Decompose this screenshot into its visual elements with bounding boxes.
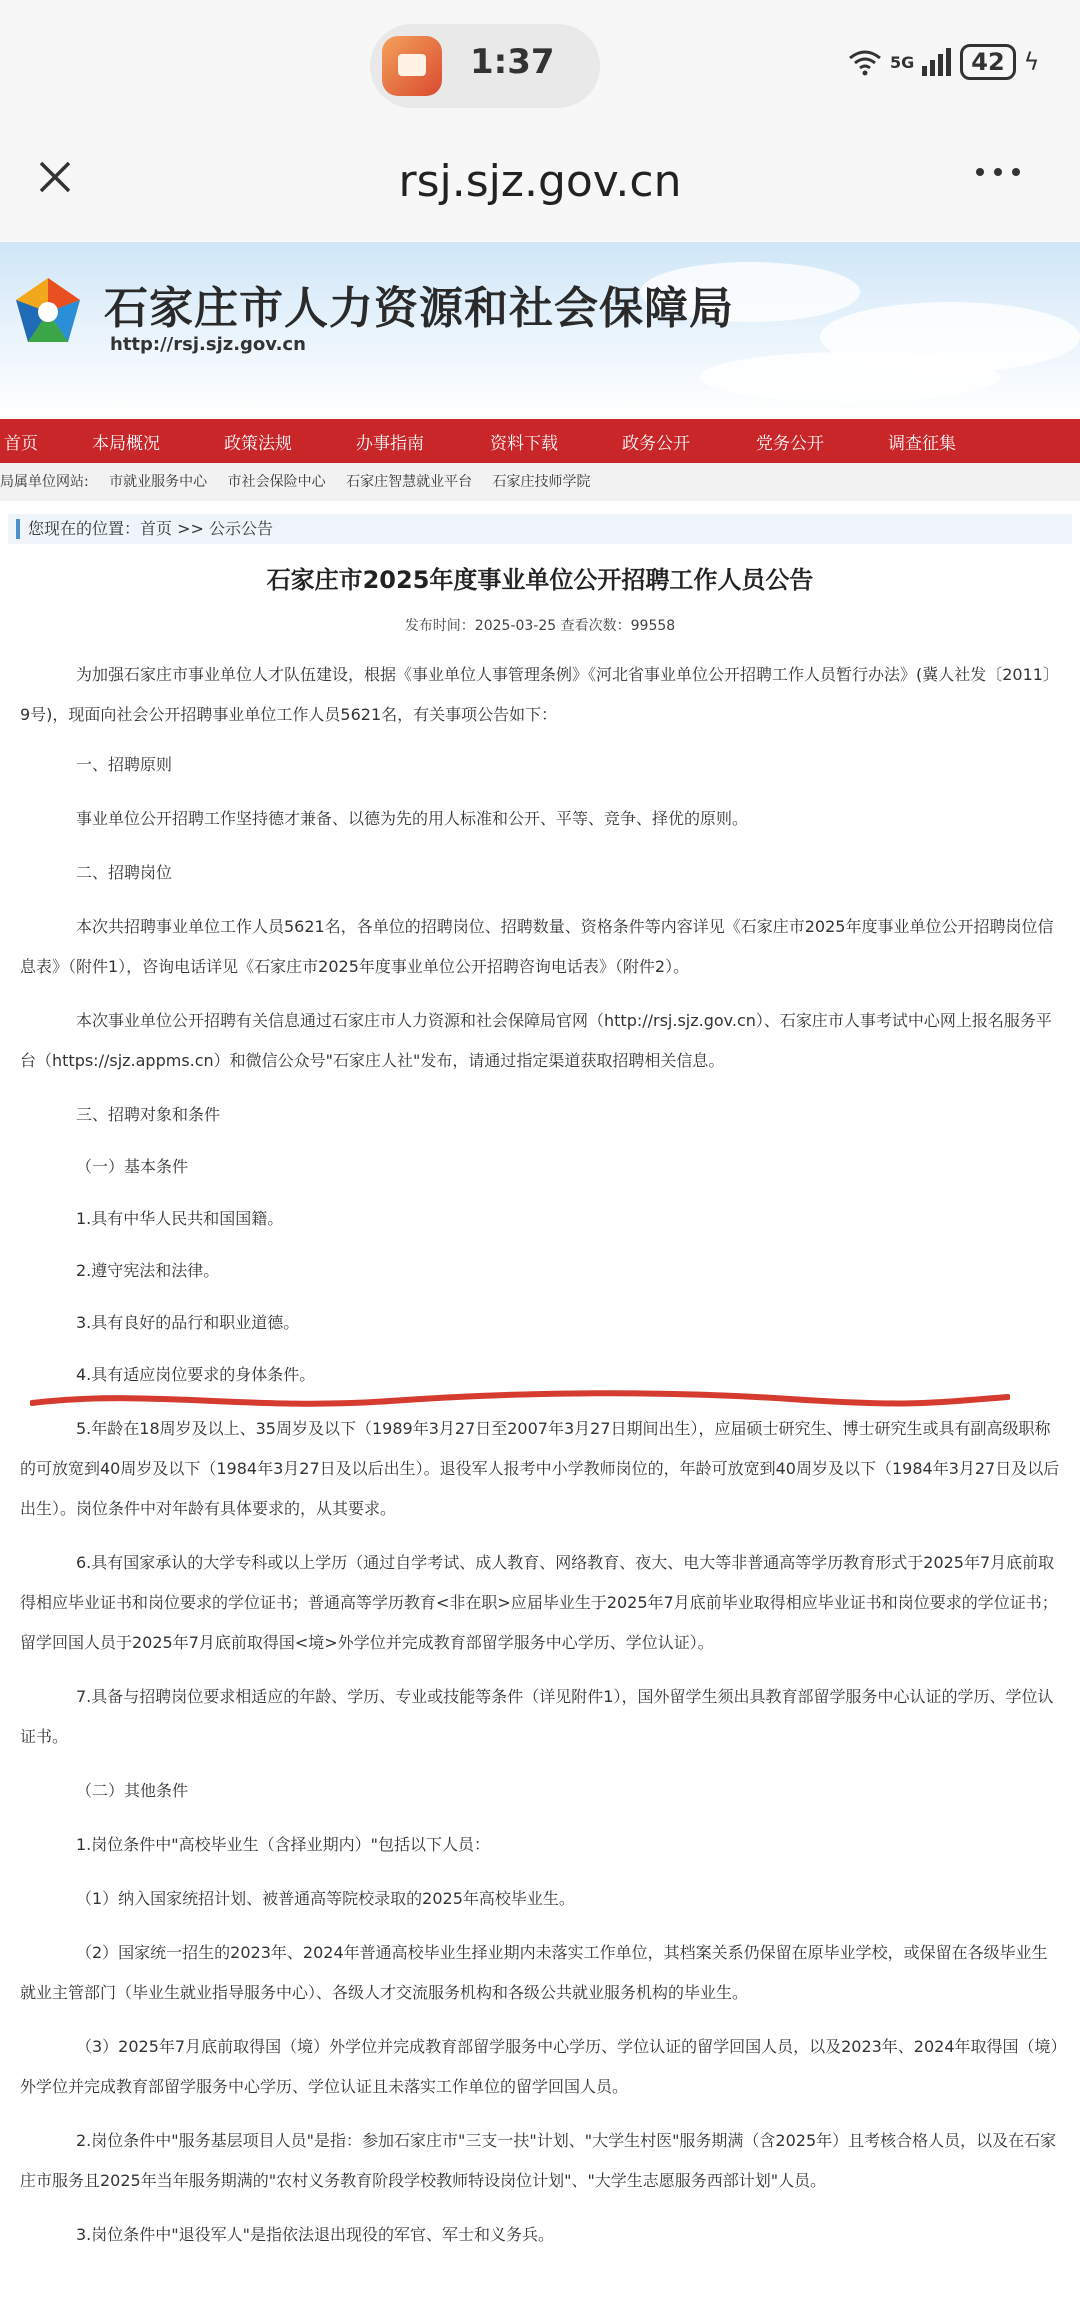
app-icon[interactable]: [382, 36, 442, 96]
link-employment-center[interactable]: 市就业服务中心: [109, 474, 208, 490]
list-item: 7.具备与招聘岗位要求相适应的年龄、学历、专业或技能等条件（详见附件1），国外留学生须出具教育部留学服务中心认证的学历、学位认证书。: [20, 1687, 1054, 1746]
nav-home[interactable]: 首页: [4, 434, 38, 454]
link-technician-college[interactable]: 石家庄技师学院: [492, 474, 591, 490]
charging-icon: ϟ: [1023, 48, 1040, 76]
link-smart-employment[interactable]: 石家庄智慧就业平台: [346, 474, 473, 490]
subsection-heading: （一）基本条件: [76, 1157, 189, 1176]
breadcrumb-text[interactable]: 您现在的位置：首页 >> 公示公告: [28, 519, 273, 538]
more-icon: [970, 152, 1026, 192]
list-item: 2.遵守宪法和法律。: [76, 1261, 220, 1280]
section-heading: 二、招聘岗位: [76, 863, 173, 882]
nav-overview[interactable]: 本局概况: [92, 434, 160, 454]
red-annotation-underline: [30, 1385, 1010, 1415]
subsection-heading: （二）其他条件: [76, 1781, 189, 1800]
main-nav: [0, 419, 1080, 463]
site-banner: [0, 242, 1080, 417]
url-label[interactable]: rsj.sjz.gov.cn: [398, 156, 682, 207]
list-item: （3）2025年7月底前取得国（境）外学位并完成教育部留学服务中心学历、学位认证的留学回国人员，以及2023年、2024年取得国（境）外学位并完成教育部留学服务中心学历、学位认证且未落实工作单位的留学回国人员。: [20, 2037, 1059, 2096]
link-social-insurance[interactable]: 市社会保险中心: [227, 474, 326, 490]
nav-survey[interactable]: 调查征集: [888, 434, 956, 454]
list-item: 1.岗位条件中"高校毕业生（含择业期内）"包括以下人员：: [76, 1835, 490, 1854]
affiliated-links: [0, 463, 1080, 501]
site-logo[interactable]: [8, 272, 88, 352]
nav-guide[interactable]: 办事指南: [356, 434, 424, 454]
nav-downloads[interactable]: 资料下载: [490, 434, 558, 454]
list-item: 6.具有国家承认的大学专科或以上学历（通过自学考试、成人教育、网络教育、夜大、电大等非普通高等学历教育形式于2025年7月底前取得相应毕业证书和岗位要求的学位证书；普通高等学历教育<非在职>应届毕业生于2025年7月底前毕业取得相应毕业证书和岗位要求的学位证书；留学回国人员于2025年7月底前取得国<境>外学位并完成教育部留学服务中心学历、学位认证）。: [20, 1553, 1058, 1652]
nav-gov-affairs[interactable]: 政务公开: [622, 434, 690, 454]
clock: 1:37: [470, 42, 555, 82]
status-bar: [0, 0, 1080, 130]
paragraph: 事业单位公开招聘工作坚持德才兼备、以德为先的用人标准和公开、平等、竞争、择优的原则。: [76, 809, 749, 828]
system-icons: [848, 40, 1040, 84]
list-item: 4.具有适应岗位要求的身体条件。: [76, 1365, 316, 1384]
list-item: 3.岗位条件中"退役军人"是指依法退出现役的军官、军士和义务兵。: [76, 2225, 554, 2244]
list-item: 3.具有良好的品行和职业道德。: [76, 1313, 300, 1332]
list-item: （2）国家统一招生的2023年、2024年普通高校毕业生择业期内未落实工作单位，其档案关系仍保留在原毕业学校，或保留在各级毕业生就业主管部门（毕业生就业指导服务中心）、各级人才交流服务机构和各级公共就业服务机构的毕业生。: [20, 1943, 1048, 2002]
paragraph: 本次共招聘事业单位工作人员5621名，各单位的招聘岗位、招聘数量、资格条件等内容详见《石家庄市2025年度事业单位公开招聘岗位信息表》（附件1），咨询电话详见《石家庄市2025年度事业单位公开招聘咨询电话表》（附件2）。: [20, 917, 1054, 976]
section-heading: 三、招聘对象和条件: [76, 1105, 221, 1124]
links-label: 局属单位网站:: [0, 474, 89, 490]
nav-party-affairs[interactable]: 党务公开: [756, 434, 824, 454]
list-item: 5.年龄在18周岁及以上、35周岁及以下（1989年3月27日至2007年3月27日期间出生），应届硕士研究生、博士研究生或具有副高级职称的可放宽到40周岁及以下（1984年3月27日及以后出生）。退役军人报考中小学教师岗位的，年龄可放宽到40周岁及以下（1984年3月27日及以后出生）。岗位条件中对年龄有具体要求的，从其要求。: [20, 1419, 1060, 1518]
paragraph: 为加强石家庄市事业单位人才队伍建设，根据《事业单位人事管理条例》《河北省事业单位公开招聘工作人员暂行办法》(冀人社发〔2011〕9号)，现面向社会公开招聘事业单位工作人员5621名，有关事项公告如下：: [20, 665, 1059, 724]
list-item: 2.岗位条件中"服务基层项目人员"是指：参加石家庄市"三支一扶"计划、"大学生村医"服务期满（含2025年）且考核合格人员，以及在石家庄市服务且2025年当年服务期满的"农村义务教育阶段学校教师特设岗位计划"、"大学生志愿服务西部计划"人员。: [20, 2131, 1057, 2190]
section-heading: 一、招聘原则: [76, 755, 173, 774]
site-url: http://rsj.sjz.gov.cn: [110, 334, 306, 355]
web-page: [0, 242, 1080, 2324]
list-item: 1.具有中华人民共和国国籍。: [76, 1209, 284, 1228]
breadcrumb: [8, 514, 1072, 544]
network-label: 5G: [890, 52, 915, 72]
article-meta: 发布时间：2025-03-25 查看次数：99558: [404, 618, 676, 634]
site-title: 石家庄市人力资源和社会保障局: [104, 283, 734, 334]
signal-icon: [922, 48, 952, 76]
list-item: （1）纳入国家统招计划、被普通高等院校录取的2025年高校毕业生。: [76, 1889, 575, 1908]
nav-policy[interactable]: 政策法规: [224, 434, 292, 454]
more-button[interactable]: [970, 148, 1026, 204]
paragraph: 本次事业单位公开招聘有关信息通过石家庄市人力资源和社会保障局官网（http://rsj.sjz.gov.cn）、石家庄市人事考试中心网上报名服务平台（https://sjz.appms.cn）和微信公众号"石家庄人社"发布，请通过指定渠道获取招聘相关信息。: [20, 1011, 1052, 1070]
battery-indicator: 42: [960, 44, 1015, 80]
browser-toolbar: [0, 130, 1080, 242]
wifi-icon: [848, 48, 882, 76]
article-title: 石家庄市2025年度事业单位公开招聘工作人员公告: [266, 566, 814, 594]
